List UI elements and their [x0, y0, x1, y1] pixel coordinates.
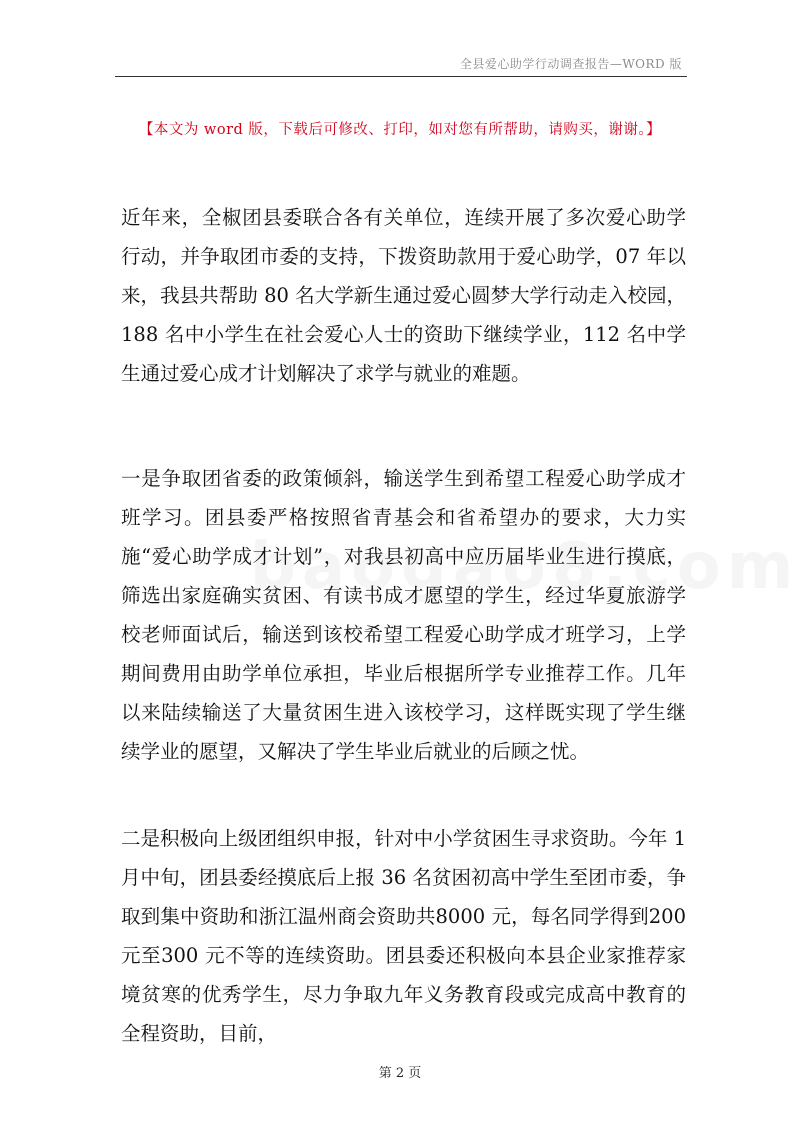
header-divider	[115, 76, 687, 77]
document-header-title: 全县爱心助学行动调查报告—WORD 版	[459, 57, 682, 71]
paragraph-intro: 近年来，全椒团县委联合各有关单位，连续开展了多次爱心助学行动，并争取团市委的支持，下拨资助款用于爱心助学，07 年以来，我县共帮助 80 名大学新生通过爱心圆梦大学行动走入校园，188 名中小学生在社会爱心人士的资助下继续学业，112 名中学生通过爱心成才计划解决了求学与就业的难题。	[121, 206, 686, 385]
paragraph-point-one: 一是争取团省委的政策倾斜，输送学生到希望工程爱心助学成才班学习。团县委严格按照省青基会和省希望办的要求，大力实施“爱心助学成才计划”，对我县初高中应历届毕业生进行摸底，筛选出家庭确实贫困、有读书成才愿望的学生，经过华夏旅游学校老师面试后，输送到该校希望工程爱心助学成才班学习，上学期间费用由助学单位承担，毕业后根据所学专业推荐工作。几年以来陆续输送了大量贫困生进入该校学习，这样既实现了学生继续学业的愿望，又解决了学生毕业后就业的后顾之忧。	[121, 467, 686, 763]
paragraph-point-two: 二是积极向上级团组织申报，针对中小学贫困生寻求资助。今年 1 月中旬，团县委经摸底后上报 36 名贫困初高中学生至团市委，争取到集中资助和浙江温州商会资助共8000 元，每名同学得到200 元至300 元不等的连续资助。团县委还积极向本县企业家推荐家境贫寒的优秀学生，尽力争取九年义务教育段或完成高中教育的全程资助，目前，	[121, 827, 686, 1045]
page-number: 第 2 页	[378, 1066, 422, 1081]
purchase-notice: 【本文为 word 版，下载后可修改、打印，如对您有所帮助，请购买，谢谢。】	[138, 122, 662, 138]
